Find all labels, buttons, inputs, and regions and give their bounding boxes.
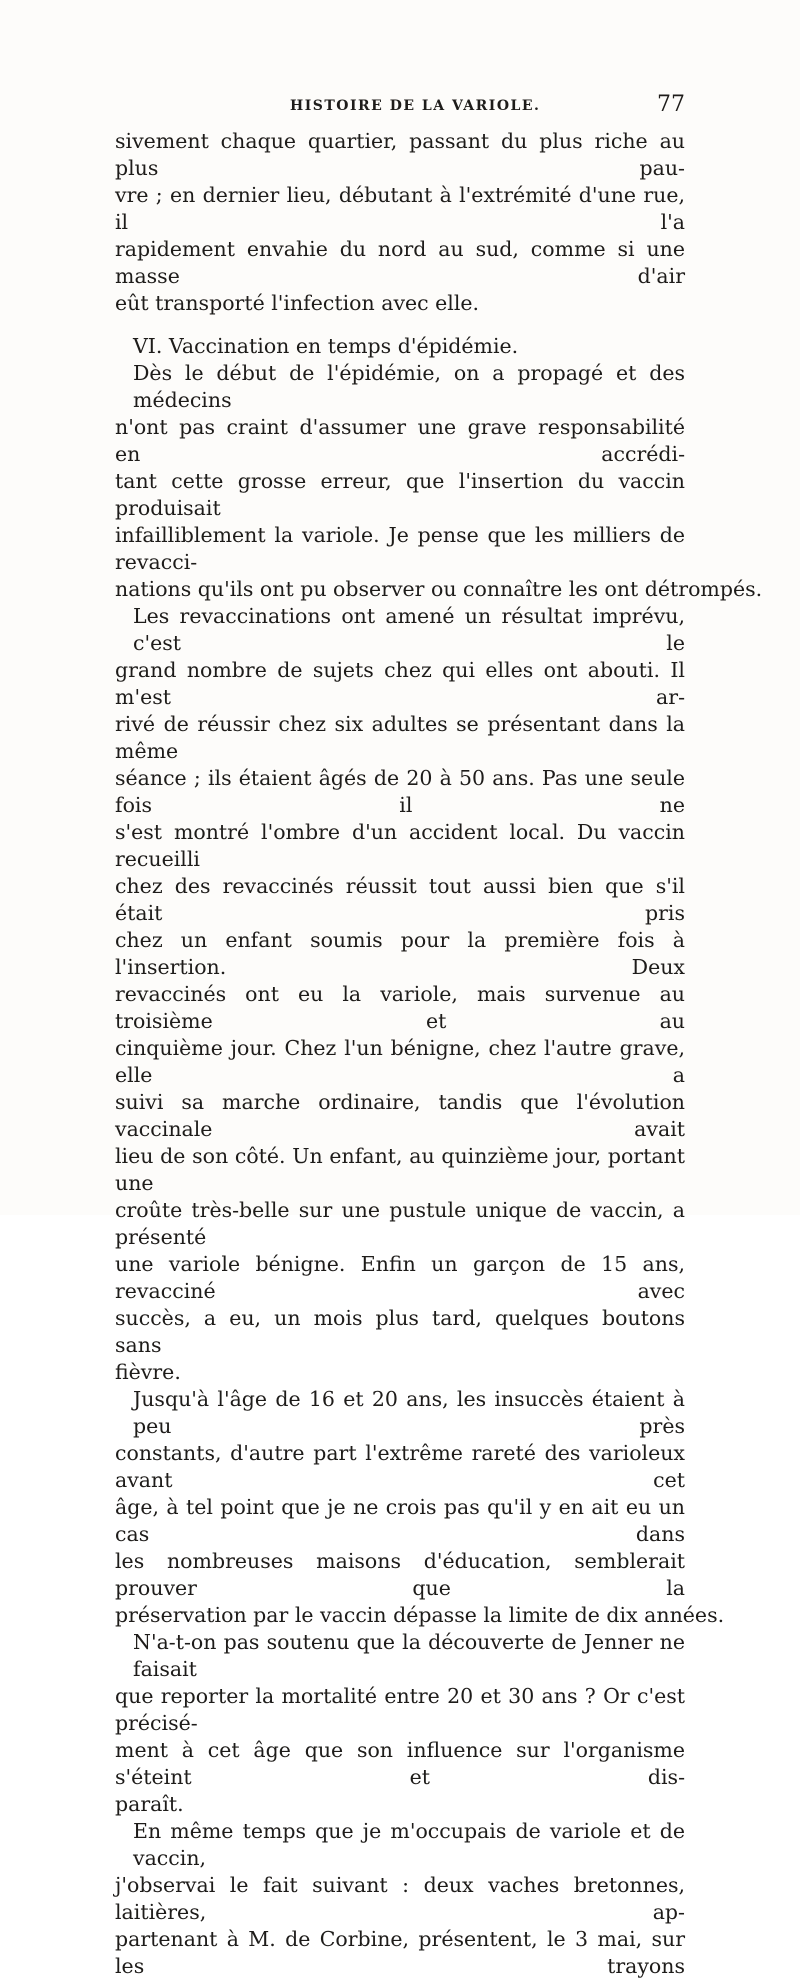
text-line: paraît. <box>115 1792 184 1816</box>
text-line: grand nombre de sujets chez qui elles ont abouti. Il m'est ar- <box>115 658 685 709</box>
text-line: ment à cet âge que son influence sur l'organisme s'éteint et dis- <box>115 1738 685 1789</box>
page-number: 77 <box>657 92 685 117</box>
paragraph <box>115 1818 685 1980</box>
text-line: âge, à tel point que je ne crois pas qu'il y en ait eu un cas dans <box>115 1495 685 1546</box>
text-line: Dès le début de l'épidémie, on a propagé et des médecins <box>133 361 685 412</box>
text-line: succès, a eu, un mois plus tard, quelques boutons sans <box>115 1306 685 1357</box>
text-line: N'a-t-on pas soutenu que la découverte de Jenner ne faisait <box>133 1630 685 1681</box>
spacer <box>115 317 685 333</box>
paragraph <box>115 360 763 603</box>
text-line: rivé de réussir chez six adultes se présentant dans la même <box>115 712 685 763</box>
text-line: séance ; ils étaient âgés de 20 à 50 ans. Pas une seule fois il ne <box>115 766 685 817</box>
paragraph <box>115 1386 725 1629</box>
text-line: préservation par le vaccin dépasse la limite de dix années. <box>115 1603 725 1627</box>
section-heading <box>115 333 685 360</box>
paragraph <box>115 128 685 317</box>
running-title: HISTOIRE DE LA VARIOLE. <box>290 98 541 114</box>
text-line: eût transporté l'infection avec elle. <box>115 291 480 315</box>
paragraph <box>115 1629 685 1818</box>
text-line: suivi sa marche ordinaire, tandis que l'évolution vaccinale avait <box>115 1090 685 1141</box>
text-line: chez des revaccinés réussit tout aussi bien que s'il était pris <box>115 874 685 925</box>
text-line: constants, d'autre part l'extrême rareté des varioleux avant cet <box>115 1441 685 1492</box>
text-line: lieu de son côté. Un enfant, au quinzième jour, portant une <box>115 1144 685 1195</box>
text-line: tant cette grosse erreur, que l'insertion du vaccin produisait <box>115 469 685 520</box>
text-line: les nombreuses maisons d'éducation, semblerait prouver que la <box>115 1549 685 1600</box>
text-line: En même temps que je m'occupais de variole et de vaccin, <box>133 1819 685 1870</box>
page-body <box>115 128 763 1980</box>
text-line: cinquième jour. Chez l'un bénigne, chez l'autre grave, elle a <box>115 1036 685 1087</box>
text-line: vre ; en dernier lieu, débutant à l'extrémité d'une rue, il l'a <box>115 183 685 234</box>
text-line: partenant à M. de Corbine, présentent, le 3 mai, sur les trayons <box>115 1927 685 1978</box>
text-line: fièvre. <box>115 1360 181 1384</box>
text-line: croûte très-belle sur une pustule unique de vaccin, a présenté <box>115 1198 685 1249</box>
text-line: revaccinés ont eu la variole, mais survenue au troisième et au <box>115 982 685 1033</box>
text-line: sivement chaque quartier, passant du plus riche au plus pau- <box>115 129 685 180</box>
text-line: infailliblement la variole. Je pense que les milliers de revacci- <box>115 523 685 574</box>
text-line: j'observai le fait suivant : deux vaches bretonnes, laitières, ap- <box>115 1873 685 1924</box>
page-header <box>115 92 685 124</box>
text-line: chez un enfant soumis pour la première fois à l'insertion. Deux <box>115 928 685 979</box>
text-line: une variole bénigne. Enfin un garçon de 15 ans, revacciné avec <box>115 1252 685 1303</box>
text-line: Jusqu'à l'âge de 16 et 20 ans, les insuccès étaient à peu près <box>133 1387 685 1438</box>
text-line: nations qu'ils ont pu observer ou connaître les ont détrompés. <box>115 577 763 601</box>
text-line: que reporter la mortalité entre 20 et 30 ans ? Or c'est précisé- <box>115 1684 685 1735</box>
text-line: n'ont pas craint d'assumer une grave responsabilité en accrédi- <box>115 415 685 466</box>
text-line: s'est montré l'ombre d'un accident local. Du vaccin recueilli <box>115 820 685 871</box>
text-line: rapidement envahie du nord au sud, comme si une masse d'air <box>115 237 685 288</box>
paragraph <box>115 603 685 1386</box>
text-line: Les revaccinations ont amené un résultat imprévu, c'est le <box>133 604 685 655</box>
section-heading-text: VI. Vaccination en temps d'épidémie. <box>133 334 519 358</box>
